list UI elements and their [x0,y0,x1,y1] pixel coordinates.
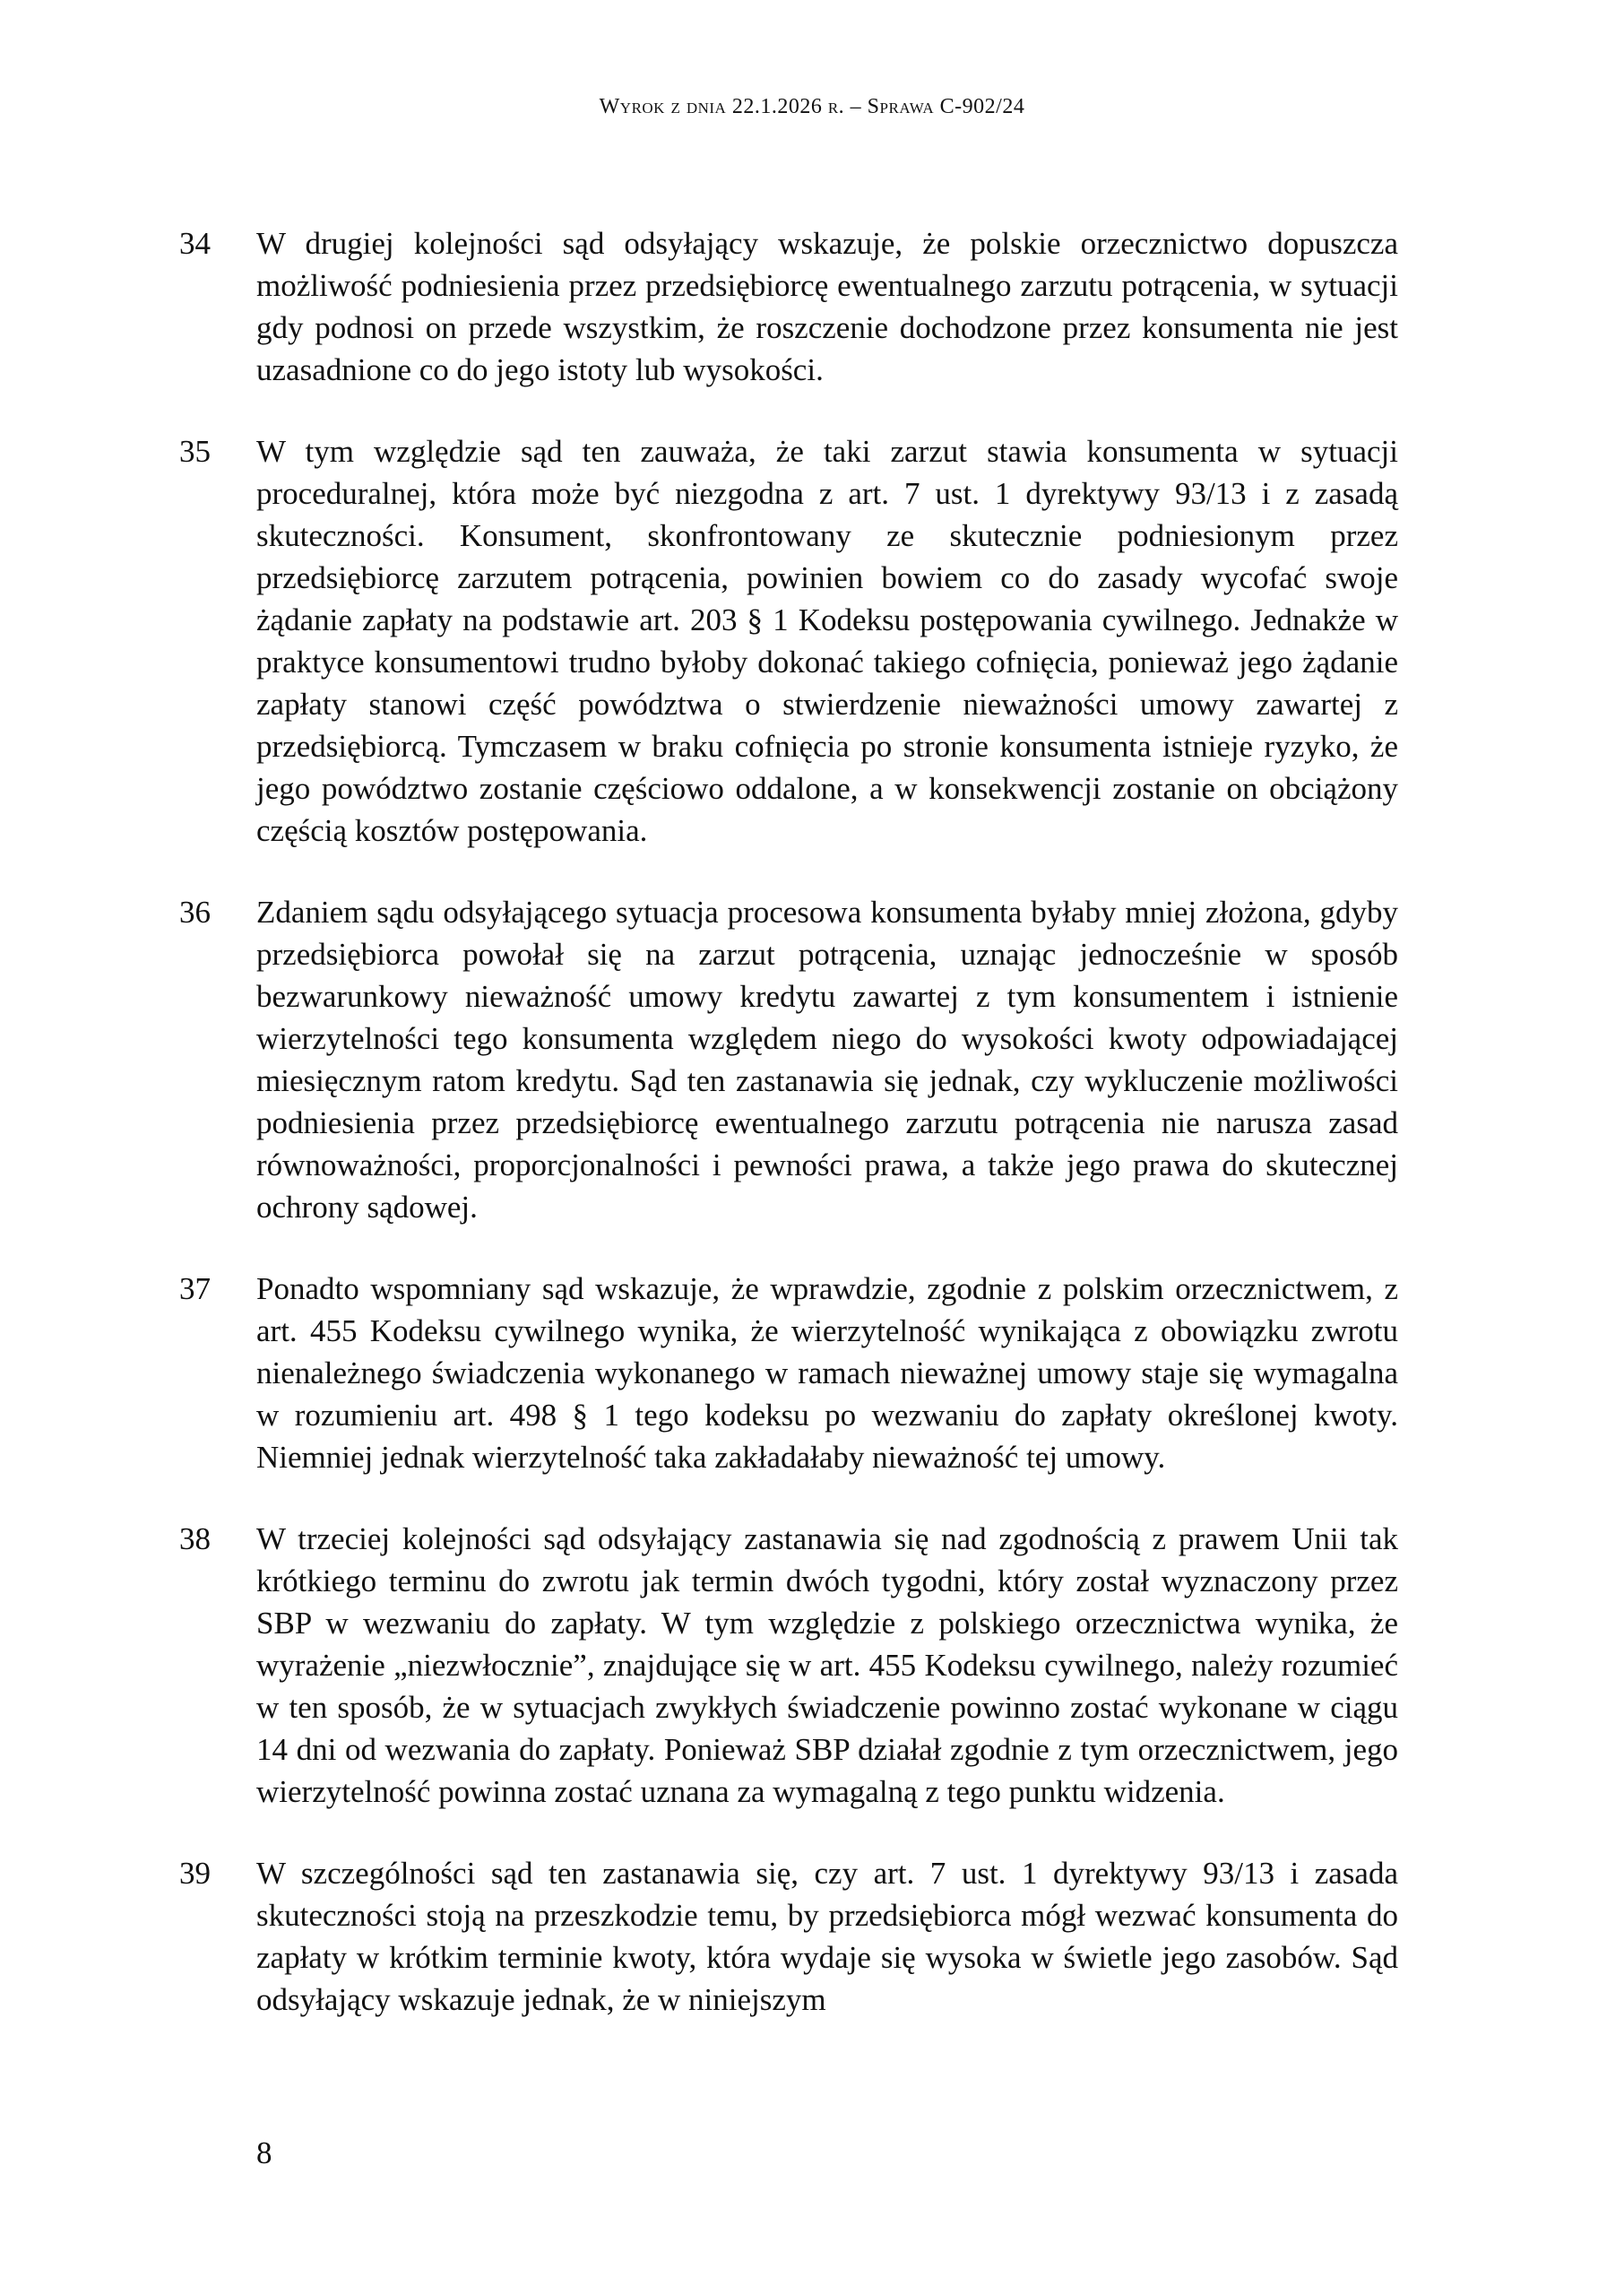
paragraph-39 [179,1852,1398,2021]
paragraph-number: 36 [179,895,211,930]
page-number: 8 [256,2135,272,2170]
running-header: Wyrok z dnia 22.1.2026 r. – Sprawa C-902/24 [599,95,1025,118]
paragraph-number: 38 [179,1521,211,1556]
paragraph-number: 34 [179,226,211,261]
paragraph-text: Ponadto wspomniany sąd wskazuje, że wprawdzie, zgodnie z polskim orzecznictwem, z art. 455 Kodeksu cywilnego wynika, że wierzytelność wynikająca z obowiązku zwrotu nienależnego świadczenia wykonanego w ramach nieważnej umowy staje się wymagalna w rozumieniu art. 498 § 1 tego kodeksu po wezwaniu do zapłaty określonej kwoty. Niemniej jednak wierzytelność taka zakładałaby nieważność tej umowy. [256,1271,1398,1475]
paragraph-number: 35 [179,434,211,469]
paragraph-36 [179,891,1398,1228]
paragraph-37 [179,1268,1398,1478]
paragraph-text: W szczególności sąd ten zastanawia się, czy art. 7 ust. 1 dyrektywy 93/13 i zasada skuteczności stoją na przeszkodzie temu, by przedsiębiorca mógł wezwać konsumenta do zapłaty w krótkim terminie kwoty, która wydaje się wysoka w świetle jego zasobów. Sąd odsyłający wskazuje jednak, że w niniejszym [256,1856,1398,2017]
paragraph-text: W tym względzie sąd ten zauważa, że taki zarzut stawia konsumenta w sytuacji proceduralnej, która może być niezgodna z art. 7 ust. 1 dyrektywy 93/13 i z zasadą skuteczności. Konsument, skonfrontowany ze skutecznie podniesionym przez przedsiębiorcę zarzutem potrącenia, powinien bowiem co do zasady wycofać swoje żądanie zapłaty na podstawie art. 203 § 1 Kodeksu postępowania cywilnego. Jednakże w praktyce konsumentowi trudno byłoby dokonać takiego cofnięcia, ponieważ jego żądanie zapłaty stanowi część powództwa o stwierdzenie nieważności umowy zawartej z przedsiębiorcą. Tymczasem w braku cofnięcia po stronie konsumenta istnieje ryzyko, że jego powództwo zostanie częściowo oddalone, a w konsekwencji zostanie on obciążony częścią kosztów postępowania. [256,434,1398,848]
paragraph-34 [179,222,1398,391]
paragraph-text: W drugiej kolejności sąd odsyłający wskazuje, że polskie orzecznictwo dopuszcza możliwość podniesienia przez przedsiębiorcę ewentualnego zarzutu potrącenia, w sytuacji gdy podnosi on przede wszystkim, że roszczenie dochodzone przez konsumenta nie jest uzasadnione co do jego istoty lub wysokości. [256,226,1398,387]
paragraph-35 [179,430,1398,852]
paragraph-number: 39 [179,1856,211,1891]
paragraph-list [179,222,1398,2060]
paragraph-text: W trzeciej kolejności sąd odsyłający zastanawia się nad zgodnością z prawem Unii tak krótkiego terminu do zwrotu jak termin dwóch tygodni, który został wyznaczony przez SBP w wezwaniu do zapłaty. W tym względzie z polskiego orzecznictwa wynika, że wyrażenie „niezwłocznie”, znajdujące się w art. 455 Kodeksu cywilnego, należy rozumieć w ten sposób, że w sytuacjach zwykłych świadczenie powinno zostać wykonane w ciągu 14 dni od wezwania do zapłaty. Ponieważ SBP działał zgodnie z tym orzecznictwem, jego wierzytelność powinna zostać uznana za wymagalną z tego punktu widzenia. [256,1521,1398,1809]
paragraph-text: Zdaniem sądu odsyłającego sytuacja procesowa konsumenta byłaby mniej złożona, gdyby przedsiębiorca powołał się na zarzut potrącenia, uznając jednocześnie w sposób bezwarunkowy nieważność umowy kredytu zawartej z tym konsumentem i istnienie wierzytelności tego konsumenta względem niego do wysokości kwoty odpowiadającej miesięcznym ratom kredytu. Sąd ten zastanawia się jednak, czy wykluczenie możliwości podniesienia przez przedsiębiorcę ewentualnego zarzutu potrącenia nie narusza zasad równoważności, proporcjonalności i pewności prawa, a także jego prawa do skutecznej ochrony sądowej. [256,895,1398,1225]
paragraph-38 [179,1518,1398,1813]
paragraph-number: 37 [179,1271,211,1306]
